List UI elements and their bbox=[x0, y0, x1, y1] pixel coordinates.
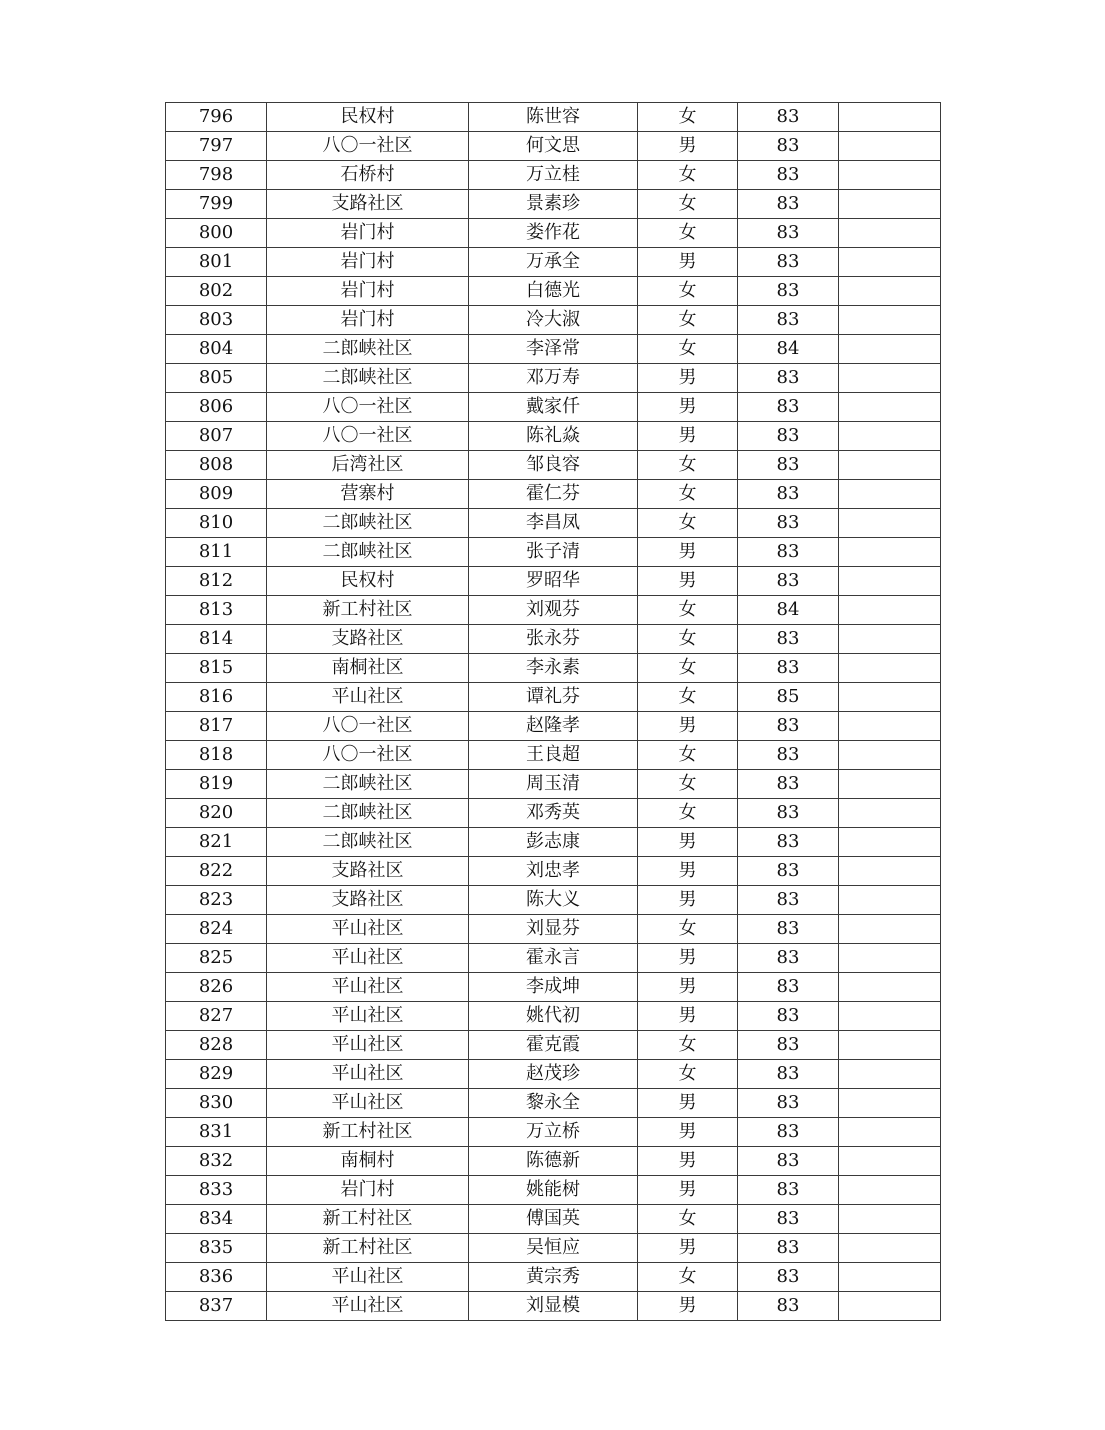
remarks-cell bbox=[839, 944, 941, 973]
table-row bbox=[166, 683, 941, 712]
table-row bbox=[166, 509, 941, 538]
age-cell: 83 bbox=[738, 1089, 839, 1118]
serial-number-cell: 797 bbox=[166, 132, 267, 161]
gender-cell: 女 bbox=[638, 654, 738, 683]
table-row bbox=[166, 1031, 941, 1060]
serial-number-cell: 831 bbox=[166, 1118, 267, 1147]
gender-cell: 男 bbox=[638, 944, 738, 973]
age-cell: 83 bbox=[738, 1147, 839, 1176]
gender-cell: 男 bbox=[638, 538, 738, 567]
community-cell: 岩门村 bbox=[267, 1176, 469, 1205]
table-row bbox=[166, 1089, 941, 1118]
gender-cell: 女 bbox=[638, 219, 738, 248]
name-cell: 罗昭华 bbox=[469, 567, 638, 596]
community-cell: 平山社区 bbox=[267, 915, 469, 944]
gender-cell: 男 bbox=[638, 422, 738, 451]
name-cell: 白德光 bbox=[469, 277, 638, 306]
remarks-cell bbox=[839, 219, 941, 248]
age-cell: 83 bbox=[738, 103, 839, 132]
gender-cell: 女 bbox=[638, 161, 738, 190]
name-cell: 赵隆孝 bbox=[469, 712, 638, 741]
name-cell: 何文思 bbox=[469, 132, 638, 161]
table-row bbox=[166, 799, 941, 828]
gender-cell: 男 bbox=[638, 567, 738, 596]
table-row bbox=[166, 306, 941, 335]
remarks-cell bbox=[839, 886, 941, 915]
serial-number-cell: 814 bbox=[166, 625, 267, 654]
community-cell: 新工村社区 bbox=[267, 1234, 469, 1263]
remarks-cell bbox=[839, 1089, 941, 1118]
community-cell: 二郎峡社区 bbox=[267, 509, 469, 538]
remarks-cell bbox=[839, 1060, 941, 1089]
name-cell: 万立桂 bbox=[469, 161, 638, 190]
age-cell: 84 bbox=[738, 335, 839, 364]
gender-cell: 男 bbox=[638, 132, 738, 161]
gender-cell: 女 bbox=[638, 306, 738, 335]
serial-number-cell: 823 bbox=[166, 886, 267, 915]
serial-number-cell: 820 bbox=[166, 799, 267, 828]
name-cell: 邓万寿 bbox=[469, 364, 638, 393]
table-row bbox=[166, 973, 941, 1002]
name-cell: 彭志康 bbox=[469, 828, 638, 857]
remarks-cell bbox=[839, 1031, 941, 1060]
community-cell: 二郎峡社区 bbox=[267, 799, 469, 828]
community-cell: 平山社区 bbox=[267, 1292, 469, 1321]
table-row bbox=[166, 132, 941, 161]
age-cell: 83 bbox=[738, 451, 839, 480]
community-cell: 八〇一社区 bbox=[267, 132, 469, 161]
remarks-cell bbox=[839, 1176, 941, 1205]
serial-number-cell: 812 bbox=[166, 567, 267, 596]
roster-table-body bbox=[166, 103, 941, 1321]
serial-number-cell: 796 bbox=[166, 103, 267, 132]
remarks-cell bbox=[839, 741, 941, 770]
community-cell: 八〇一社区 bbox=[267, 741, 469, 770]
serial-number-cell: 809 bbox=[166, 480, 267, 509]
age-cell: 83 bbox=[738, 480, 839, 509]
gender-cell: 男 bbox=[638, 712, 738, 741]
serial-number-cell: 815 bbox=[166, 654, 267, 683]
community-cell: 平山社区 bbox=[267, 1002, 469, 1031]
name-cell: 刘显芬 bbox=[469, 915, 638, 944]
serial-number-cell: 825 bbox=[166, 944, 267, 973]
serial-number-cell: 832 bbox=[166, 1147, 267, 1176]
serial-number-cell: 804 bbox=[166, 335, 267, 364]
community-cell: 平山社区 bbox=[267, 944, 469, 973]
gender-cell: 女 bbox=[638, 335, 738, 364]
community-cell: 石桥村 bbox=[267, 161, 469, 190]
age-cell: 83 bbox=[738, 538, 839, 567]
serial-number-cell: 836 bbox=[166, 1263, 267, 1292]
remarks-cell bbox=[839, 1292, 941, 1321]
age-cell: 83 bbox=[738, 509, 839, 538]
age-cell: 83 bbox=[738, 219, 839, 248]
age-cell: 83 bbox=[738, 944, 839, 973]
age-cell: 83 bbox=[738, 364, 839, 393]
serial-number-cell: 802 bbox=[166, 277, 267, 306]
age-cell: 83 bbox=[738, 161, 839, 190]
remarks-cell bbox=[839, 1147, 941, 1176]
gender-cell: 男 bbox=[638, 1089, 738, 1118]
serial-number-cell: 817 bbox=[166, 712, 267, 741]
name-cell: 刘显模 bbox=[469, 1292, 638, 1321]
community-cell: 二郎峡社区 bbox=[267, 828, 469, 857]
table-row bbox=[166, 538, 941, 567]
community-cell: 二郎峡社区 bbox=[267, 770, 469, 799]
age-cell: 83 bbox=[738, 741, 839, 770]
name-cell: 霍永言 bbox=[469, 944, 638, 973]
age-cell: 83 bbox=[738, 1263, 839, 1292]
table-row bbox=[166, 741, 941, 770]
remarks-cell bbox=[839, 799, 941, 828]
remarks-cell bbox=[839, 973, 941, 1002]
gender-cell: 女 bbox=[638, 741, 738, 770]
remarks-cell bbox=[839, 625, 941, 654]
gender-cell: 男 bbox=[638, 364, 738, 393]
remarks-cell bbox=[839, 248, 941, 277]
serial-number-cell: 801 bbox=[166, 248, 267, 277]
remarks-cell bbox=[839, 190, 941, 219]
name-cell: 姚能树 bbox=[469, 1176, 638, 1205]
gender-cell: 女 bbox=[638, 1031, 738, 1060]
age-cell: 83 bbox=[738, 1031, 839, 1060]
name-cell: 吴恒应 bbox=[469, 1234, 638, 1263]
community-cell: 平山社区 bbox=[267, 973, 469, 1002]
name-cell: 黄宗秀 bbox=[469, 1263, 638, 1292]
age-cell: 83 bbox=[738, 1292, 839, 1321]
community-cell: 八〇一社区 bbox=[267, 422, 469, 451]
gender-cell: 女 bbox=[638, 277, 738, 306]
table-row bbox=[166, 335, 941, 364]
table-row bbox=[166, 1234, 941, 1263]
table-row bbox=[166, 828, 941, 857]
remarks-cell bbox=[839, 364, 941, 393]
table-row bbox=[166, 625, 941, 654]
community-cell: 支路社区 bbox=[267, 190, 469, 219]
name-cell: 谭礼芬 bbox=[469, 683, 638, 712]
age-cell: 83 bbox=[738, 1234, 839, 1263]
community-cell: 新工村社区 bbox=[267, 1205, 469, 1234]
table-row bbox=[166, 567, 941, 596]
remarks-cell bbox=[839, 1205, 941, 1234]
serial-number-cell: 811 bbox=[166, 538, 267, 567]
remarks-cell bbox=[839, 480, 941, 509]
community-cell: 岩门村 bbox=[267, 248, 469, 277]
community-cell: 民权村 bbox=[267, 103, 469, 132]
name-cell: 刘观芬 bbox=[469, 596, 638, 625]
remarks-cell bbox=[839, 509, 941, 538]
remarks-cell bbox=[839, 1263, 941, 1292]
remarks-cell bbox=[839, 393, 941, 422]
age-cell: 83 bbox=[738, 915, 839, 944]
community-cell: 支路社区 bbox=[267, 625, 469, 654]
serial-number-cell: 824 bbox=[166, 915, 267, 944]
remarks-cell bbox=[839, 451, 941, 480]
community-cell: 新工村社区 bbox=[267, 596, 469, 625]
age-cell: 83 bbox=[738, 1060, 839, 1089]
table-row bbox=[166, 1147, 941, 1176]
gender-cell: 女 bbox=[638, 480, 738, 509]
gender-cell: 男 bbox=[638, 393, 738, 422]
age-cell: 83 bbox=[738, 1118, 839, 1147]
name-cell: 戴家仟 bbox=[469, 393, 638, 422]
community-cell: 二郎峡社区 bbox=[267, 335, 469, 364]
serial-number-cell: 826 bbox=[166, 973, 267, 1002]
gender-cell: 男 bbox=[638, 828, 738, 857]
remarks-cell bbox=[839, 161, 941, 190]
table-row bbox=[166, 654, 941, 683]
table-row bbox=[166, 1118, 941, 1147]
table-row bbox=[166, 364, 941, 393]
age-cell: 83 bbox=[738, 799, 839, 828]
serial-number-cell: 830 bbox=[166, 1089, 267, 1118]
name-cell: 邓秀英 bbox=[469, 799, 638, 828]
community-cell: 支路社区 bbox=[267, 857, 469, 886]
community-cell: 南桐村 bbox=[267, 1147, 469, 1176]
name-cell: 傅国英 bbox=[469, 1205, 638, 1234]
name-cell: 陈大义 bbox=[469, 886, 638, 915]
table-row bbox=[166, 712, 941, 741]
name-cell: 霍克霞 bbox=[469, 1031, 638, 1060]
serial-number-cell: 806 bbox=[166, 393, 267, 422]
serial-number-cell: 837 bbox=[166, 1292, 267, 1321]
name-cell: 万立桥 bbox=[469, 1118, 638, 1147]
age-cell: 83 bbox=[738, 190, 839, 219]
table-row bbox=[166, 770, 941, 799]
serial-number-cell: 818 bbox=[166, 741, 267, 770]
name-cell: 李昌凤 bbox=[469, 509, 638, 538]
age-cell: 83 bbox=[738, 277, 839, 306]
gender-cell: 男 bbox=[638, 1147, 738, 1176]
serial-number-cell: 827 bbox=[166, 1002, 267, 1031]
community-cell: 平山社区 bbox=[267, 1089, 469, 1118]
name-cell: 姚代初 bbox=[469, 1002, 638, 1031]
serial-number-cell: 803 bbox=[166, 306, 267, 335]
gender-cell: 女 bbox=[638, 1205, 738, 1234]
serial-number-cell: 810 bbox=[166, 509, 267, 538]
serial-number-cell: 816 bbox=[166, 683, 267, 712]
gender-cell: 男 bbox=[638, 1118, 738, 1147]
remarks-cell bbox=[839, 683, 941, 712]
name-cell: 冷大淑 bbox=[469, 306, 638, 335]
community-cell: 民权村 bbox=[267, 567, 469, 596]
gender-cell: 男 bbox=[638, 1292, 738, 1321]
serial-number-cell: 828 bbox=[166, 1031, 267, 1060]
age-cell: 83 bbox=[738, 422, 839, 451]
serial-number-cell: 800 bbox=[166, 219, 267, 248]
remarks-cell bbox=[839, 1234, 941, 1263]
name-cell: 李永素 bbox=[469, 654, 638, 683]
community-cell: 二郎峡社区 bbox=[267, 364, 469, 393]
age-cell: 83 bbox=[738, 567, 839, 596]
age-cell: 83 bbox=[738, 654, 839, 683]
name-cell: 赵茂珍 bbox=[469, 1060, 638, 1089]
remarks-cell bbox=[839, 306, 941, 335]
name-cell: 景素珍 bbox=[469, 190, 638, 219]
gender-cell: 女 bbox=[638, 799, 738, 828]
table-row bbox=[166, 219, 941, 248]
gender-cell: 女 bbox=[638, 596, 738, 625]
age-cell: 83 bbox=[738, 1002, 839, 1031]
remarks-cell bbox=[839, 567, 941, 596]
remarks-cell bbox=[839, 422, 941, 451]
age-cell: 83 bbox=[738, 828, 839, 857]
community-cell: 岩门村 bbox=[267, 306, 469, 335]
community-cell: 平山社区 bbox=[267, 1060, 469, 1089]
table-row bbox=[166, 1060, 941, 1089]
age-cell: 83 bbox=[738, 1176, 839, 1205]
serial-number-cell: 808 bbox=[166, 451, 267, 480]
remarks-cell bbox=[839, 335, 941, 364]
serial-number-cell: 822 bbox=[166, 857, 267, 886]
name-cell: 万承全 bbox=[469, 248, 638, 277]
age-cell: 83 bbox=[738, 857, 839, 886]
name-cell: 张永芬 bbox=[469, 625, 638, 654]
name-cell: 黎永全 bbox=[469, 1089, 638, 1118]
table-row bbox=[166, 161, 941, 190]
age-cell: 83 bbox=[738, 625, 839, 654]
table-row bbox=[166, 422, 941, 451]
name-cell: 王良超 bbox=[469, 741, 638, 770]
table-row bbox=[166, 480, 941, 509]
table-row bbox=[166, 1205, 941, 1234]
gender-cell: 男 bbox=[638, 1002, 738, 1031]
community-cell: 平山社区 bbox=[267, 683, 469, 712]
serial-number-cell: 835 bbox=[166, 1234, 267, 1263]
gender-cell: 女 bbox=[638, 103, 738, 132]
community-cell: 后湾社区 bbox=[267, 451, 469, 480]
serial-number-cell: 829 bbox=[166, 1060, 267, 1089]
table-row bbox=[166, 1263, 941, 1292]
remarks-cell bbox=[839, 712, 941, 741]
gender-cell: 男 bbox=[638, 1234, 738, 1263]
remarks-cell bbox=[839, 132, 941, 161]
age-cell: 83 bbox=[738, 973, 839, 1002]
age-cell: 83 bbox=[738, 712, 839, 741]
name-cell: 陈德新 bbox=[469, 1147, 638, 1176]
table-row bbox=[166, 857, 941, 886]
community-cell: 二郎峡社区 bbox=[267, 538, 469, 567]
remarks-cell bbox=[839, 857, 941, 886]
table-row bbox=[166, 1176, 941, 1205]
table-row bbox=[166, 103, 941, 132]
age-cell: 83 bbox=[738, 306, 839, 335]
name-cell: 娄作花 bbox=[469, 219, 638, 248]
community-cell: 南桐社区 bbox=[267, 654, 469, 683]
gender-cell: 男 bbox=[638, 1176, 738, 1205]
remarks-cell bbox=[839, 828, 941, 857]
age-cell: 85 bbox=[738, 683, 839, 712]
age-cell: 84 bbox=[738, 596, 839, 625]
age-cell: 83 bbox=[738, 393, 839, 422]
gender-cell: 女 bbox=[638, 1263, 738, 1292]
gender-cell: 男 bbox=[638, 886, 738, 915]
serial-number-cell: 798 bbox=[166, 161, 267, 190]
table-row bbox=[166, 451, 941, 480]
age-cell: 83 bbox=[738, 248, 839, 277]
table-row bbox=[166, 886, 941, 915]
serial-number-cell: 834 bbox=[166, 1205, 267, 1234]
serial-number-cell: 813 bbox=[166, 596, 267, 625]
name-cell: 李泽常 bbox=[469, 335, 638, 364]
name-cell: 李成坤 bbox=[469, 973, 638, 1002]
name-cell: 邹良容 bbox=[469, 451, 638, 480]
community-cell: 岩门村 bbox=[267, 277, 469, 306]
name-cell: 刘忠孝 bbox=[469, 857, 638, 886]
table-row bbox=[166, 596, 941, 625]
remarks-cell bbox=[839, 538, 941, 567]
community-cell: 营寨村 bbox=[267, 480, 469, 509]
gender-cell: 女 bbox=[638, 451, 738, 480]
community-cell: 支路社区 bbox=[267, 886, 469, 915]
remarks-cell bbox=[839, 1118, 941, 1147]
gender-cell: 男 bbox=[638, 857, 738, 886]
remarks-cell bbox=[839, 654, 941, 683]
table-row bbox=[166, 915, 941, 944]
table-row bbox=[166, 1002, 941, 1031]
age-cell: 83 bbox=[738, 886, 839, 915]
gender-cell: 女 bbox=[638, 1060, 738, 1089]
gender-cell: 男 bbox=[638, 973, 738, 1002]
name-cell: 周玉清 bbox=[469, 770, 638, 799]
gender-cell: 男 bbox=[638, 248, 738, 277]
community-cell: 八〇一社区 bbox=[267, 712, 469, 741]
table-row bbox=[166, 190, 941, 219]
age-cell: 83 bbox=[738, 770, 839, 799]
gender-cell: 女 bbox=[638, 770, 738, 799]
remarks-cell bbox=[839, 770, 941, 799]
table-row bbox=[166, 277, 941, 306]
remarks-cell bbox=[839, 596, 941, 625]
remarks-cell bbox=[839, 277, 941, 306]
community-cell: 平山社区 bbox=[267, 1263, 469, 1292]
age-cell: 83 bbox=[738, 1205, 839, 1234]
serial-number-cell: 821 bbox=[166, 828, 267, 857]
community-cell: 新工村社区 bbox=[267, 1118, 469, 1147]
name-cell: 张子清 bbox=[469, 538, 638, 567]
table-row bbox=[166, 1292, 941, 1321]
serial-number-cell: 833 bbox=[166, 1176, 267, 1205]
name-cell: 陈礼焱 bbox=[469, 422, 638, 451]
community-cell: 八〇一社区 bbox=[267, 393, 469, 422]
gender-cell: 女 bbox=[638, 683, 738, 712]
table-row bbox=[166, 248, 941, 277]
gender-cell: 女 bbox=[638, 625, 738, 654]
community-cell: 平山社区 bbox=[267, 1031, 469, 1060]
name-cell: 霍仁芬 bbox=[469, 480, 638, 509]
remarks-cell bbox=[839, 915, 941, 944]
age-cell: 83 bbox=[738, 132, 839, 161]
table-row bbox=[166, 393, 941, 422]
serial-number-cell: 807 bbox=[166, 422, 267, 451]
serial-number-cell: 805 bbox=[166, 364, 267, 393]
table-row bbox=[166, 944, 941, 973]
name-cell: 陈世容 bbox=[469, 103, 638, 132]
serial-number-cell: 799 bbox=[166, 190, 267, 219]
gender-cell: 女 bbox=[638, 915, 738, 944]
gender-cell: 女 bbox=[638, 509, 738, 538]
community-cell: 岩门村 bbox=[267, 219, 469, 248]
remarks-cell bbox=[839, 1002, 941, 1031]
remarks-cell bbox=[839, 103, 941, 132]
roster-table bbox=[165, 102, 941, 1321]
gender-cell: 女 bbox=[638, 190, 738, 219]
serial-number-cell: 819 bbox=[166, 770, 267, 799]
